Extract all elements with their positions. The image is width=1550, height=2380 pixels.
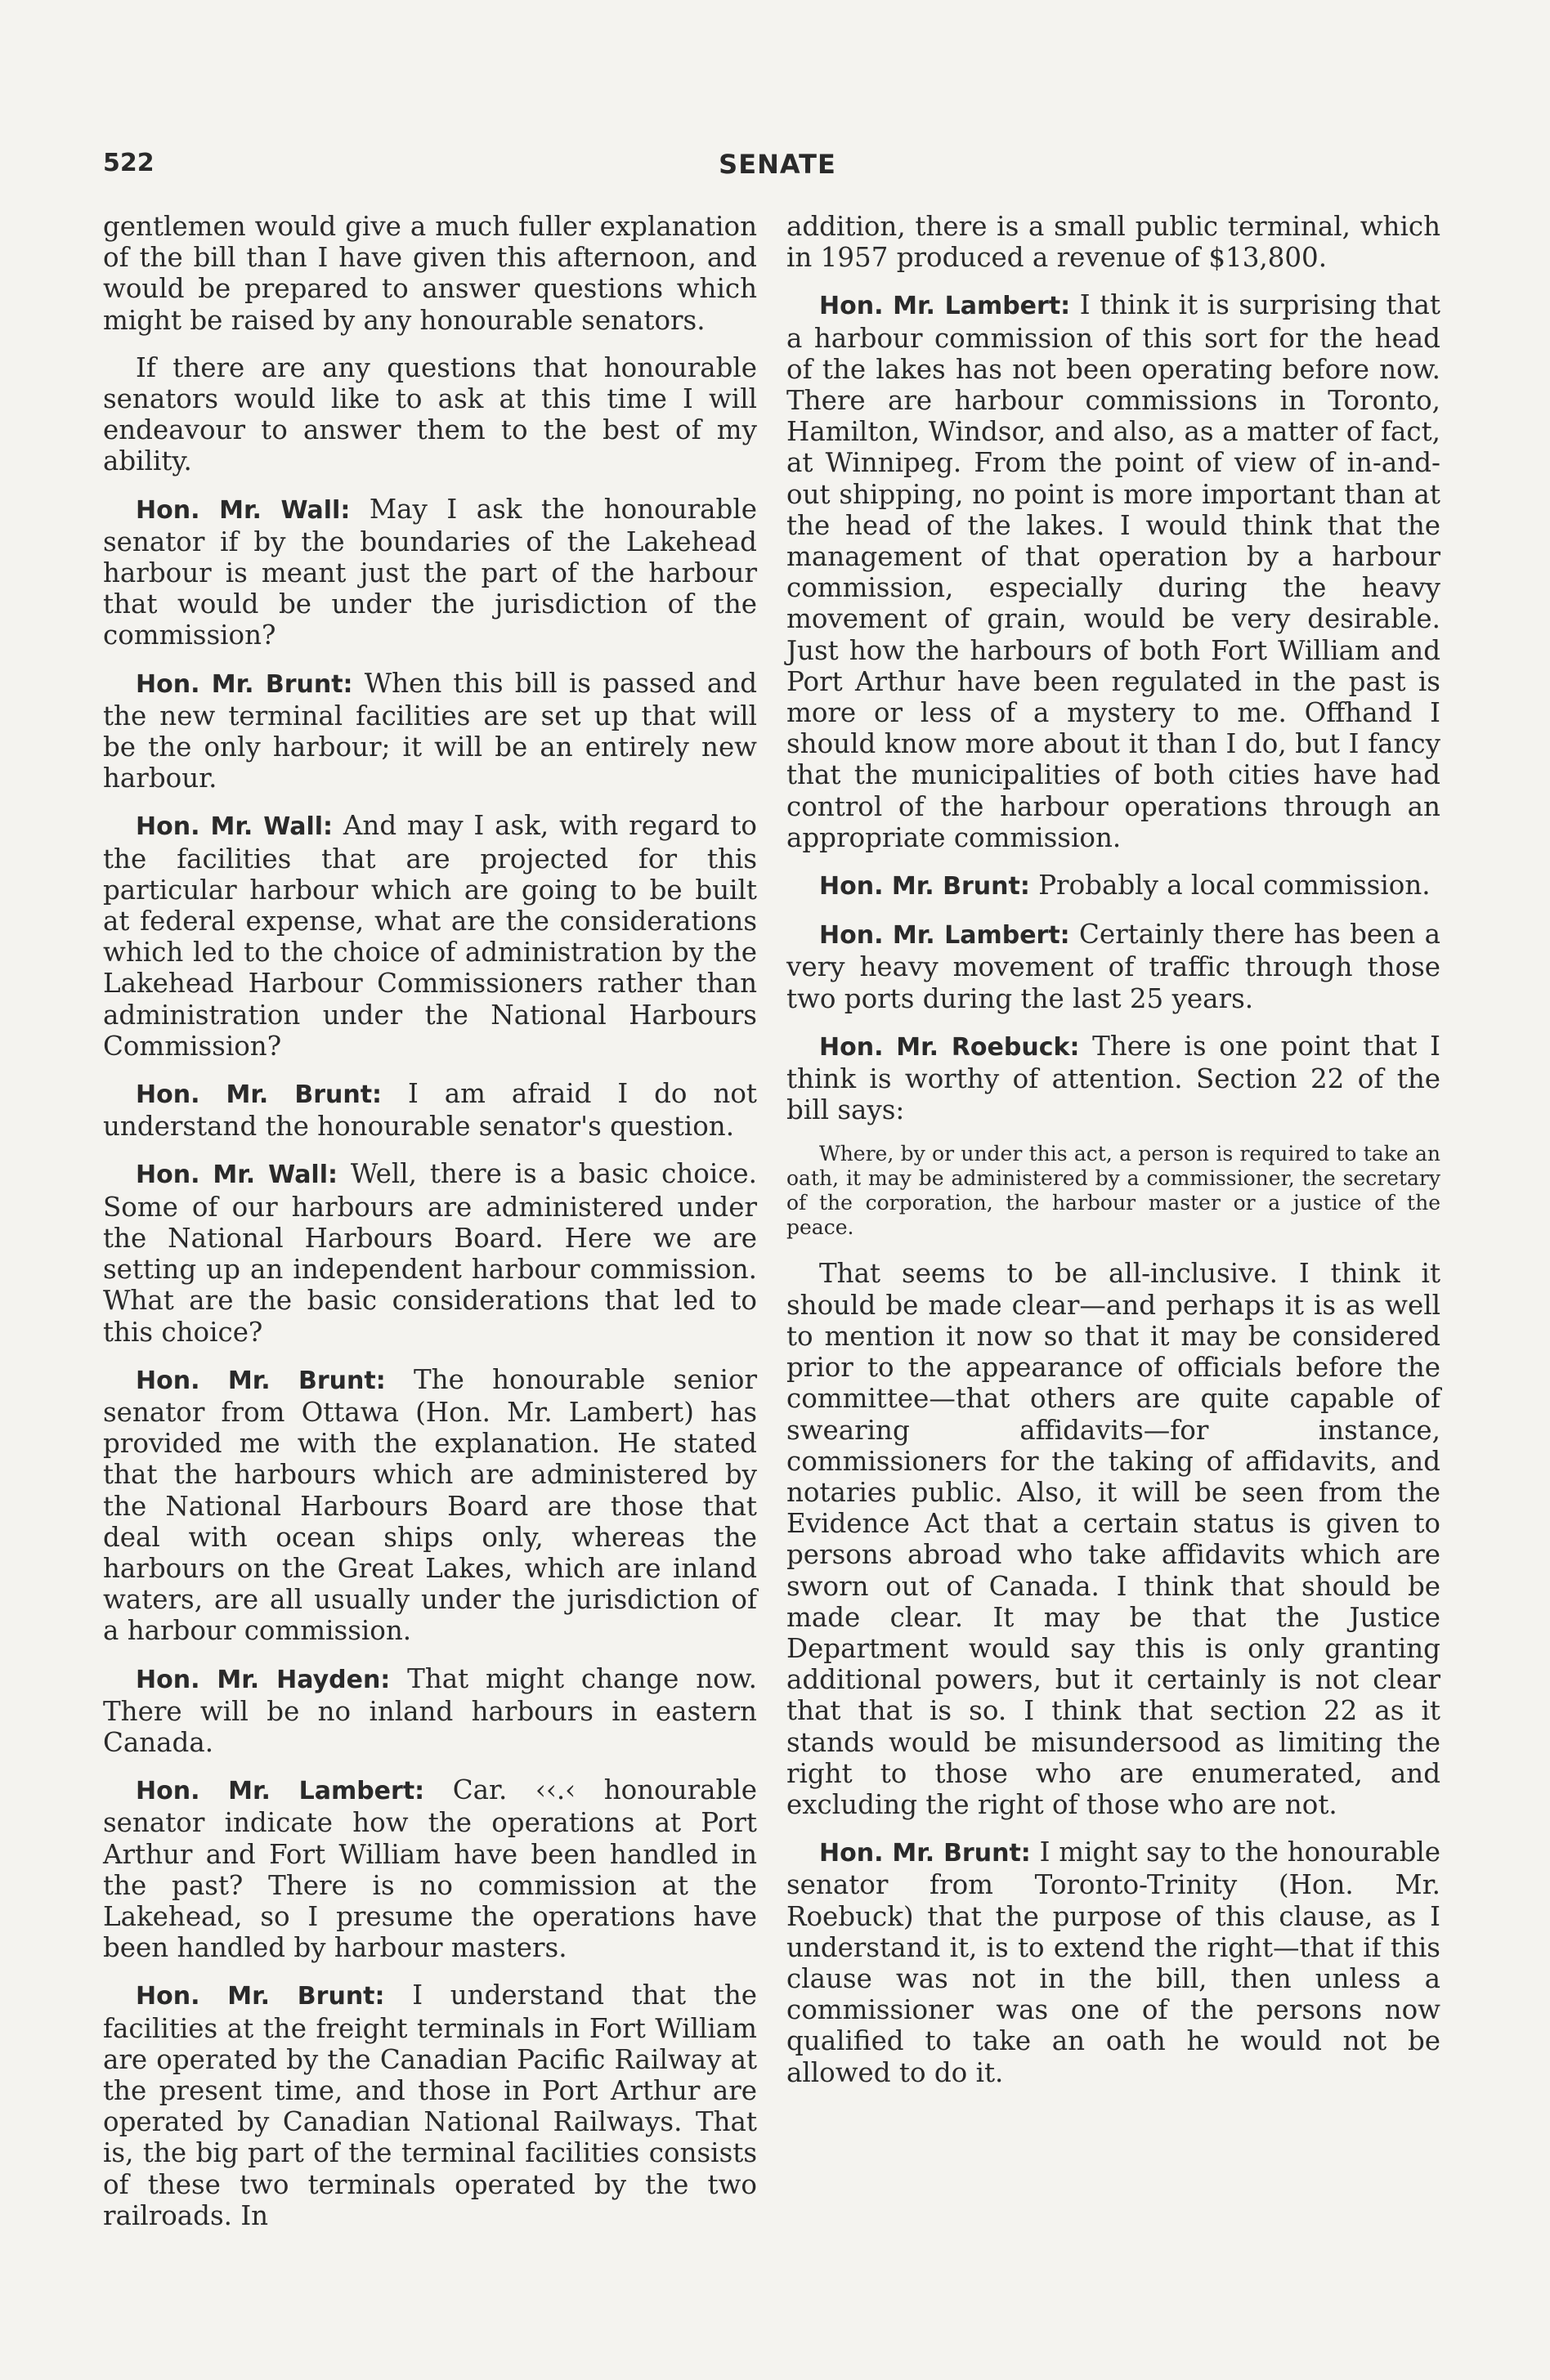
speech-brunt-5 xyxy=(786,870,1440,902)
paragraph: addition, there is a small public terminal, which in 1957 produced a revenue of $13,800. xyxy=(786,211,1440,274)
speech-text: May I ask the honourable senator if by the boundaries of the Lakehead harbour is meant just the part of the harbour that would be under the jurisdiction of the commission? xyxy=(103,493,757,651)
paragraph: gentlemen would give a much fuller explanation of the bill than I have given this afternoon, and would be prepared to answer questions which might be raised by any honourable senators. xyxy=(103,211,757,336)
speech-text: The honourable senior senator from Ottawa (Hon. Mr. Lambert) has provided me with the explanation. He stated that the harbours which are administered by the National Harbours Board are those that deal with ocean ships only, whereas the harbours on the Great Lakes, which are inland waters, are all usually under the jurisdiction of a harbour commission. xyxy=(103,1363,757,1647)
speaker-label: Hon. Mr. Brunt: xyxy=(819,872,1030,901)
speech-roebuck-1 xyxy=(786,1031,1440,1126)
speech-wall-2 xyxy=(103,810,757,1062)
page-number: 522 xyxy=(103,149,155,177)
speech-text: I understand that the facilities at the freight terminals in Fort William are operated by the Canadian Pacific Railway at the present time, and those in Port Arthur are operated by Canadian National Railways. That is, the big part of the terminal facilities consists of these two terminals operated by the two railroads. In xyxy=(103,1980,757,2231)
speech-brunt-3 xyxy=(103,1364,757,1647)
speech-text: That might change now. There will be no inland harbours in eastern Canada. xyxy=(103,1662,757,1758)
speech-text: I am afraid I do not understand the honourable senator's question. xyxy=(103,1078,757,1143)
speaker-label: Hon. Mr. Brunt: xyxy=(136,1080,383,1110)
right-column xyxy=(786,211,1440,2105)
paragraph: If there are any questions that honourable senators would like to ask at this time I will endeavour to answer them to the best of my ability. xyxy=(103,351,757,477)
speech-text: Car. ‹‹.‹ honourable senator indicate how the operations at Port Arthur and Fort William have been handled in the past? There is no commission at the Lakehead, so I presume the operations have been handled by harbour masters. xyxy=(103,1774,757,1964)
left-column xyxy=(103,211,757,2248)
speech-text: Certainly there has been a very heavy movement of traffic through those two ports during the last 25 years. xyxy=(786,919,1440,1014)
speech-brunt-6 xyxy=(786,1836,1440,2088)
speech-brunt-2 xyxy=(103,1078,757,1142)
speaker-label: Hon. Mr. Brunt: xyxy=(136,669,353,699)
speech-text: I think it is surprising that a harbour commission of this sort for the head of the lakes has not been operating before now. There are harbour commissions in Toronto, Hamilton, Windsor, and also, as a matter of fact, at Winnipeg. From the point of view of in-and-out shipping, no point is more important than at the head of the lakes. I would think that the management of that operation by a harbour commission, especially during the heavy movement of grain, would be very desirable. Just how the harbours of both Fort William and Port Arthur have been regulated in the past is more or less of a mystery to me. Offhand I should know more about it than I do, but I fancy that the municipalities of both cities have had control of the harbour operations through an appropriate commission. xyxy=(786,289,1440,853)
speech-brunt-4 xyxy=(103,1980,757,2231)
speech-lambert-2 xyxy=(786,289,1440,853)
speech-text: And may I ask, with regard to the facilities that are projected for this particular harbour which are going to be built at federal expense, what are the considerations which led to the choice of administration by the Lakehead Harbour Commissioners rather than administration under the National Harbours Commission? xyxy=(103,810,757,1062)
speaker-label: Hon. Mr. Wall: xyxy=(136,495,351,525)
page-header xyxy=(103,149,1452,198)
quoted-section-22: Where, by or under this act, a person is required to take an oath, it may be administered by a commissioner, the secretary of the corporation, the harbour master or a justice of the peace. xyxy=(786,1142,1440,1240)
paragraph: That seems to be all-inclusive. I think it should be made clear—and perhaps it is as well to mention it now so that it may be considered prior to the appearance of officials before the committee—that others are quite capable of swearing affidavits—for instance, commissioners for the taking of affidavits, and notaries public. Also, it will be seen from the Evidence Act that a certain status is given to persons abroad who take affidavits which are sworn out of Canada. I think that should be made clear. It may be that the Justice Department would say this is only granting additional powers, but it certainly is not clear that that is so. I think that section 22 as it stands would be misundersood as limiting the right to those who are enumerated, and excluding the right of those who are not. xyxy=(786,1258,1440,1820)
speech-lambert-1 xyxy=(103,1774,757,1963)
speaker-label: Hon. Mr. Hayden: xyxy=(136,1665,391,1694)
speaker-label: Hon. Mr. Brunt: xyxy=(136,1982,385,2011)
speech-hayden-1 xyxy=(103,1663,757,1759)
speech-text: I might say to the honourable senator from Toronto-Trinity (Hon. Mr. Roebuck) that the purpose of this clause, as I understand it, is to extend the right—that if this clause was not in the bill, then unless a commissioner was one of the persons now qualified to take an oath he would not be allowed to do it. xyxy=(786,1836,1441,2088)
speaker-label: Hon. Mr. Wall: xyxy=(136,1161,338,1190)
speaker-label: Hon. Mr. Lambert: xyxy=(136,1777,425,1806)
speaker-label: Hon. Mr. Brunt: xyxy=(136,1366,386,1395)
speaker-label: Hon. Mr. Lambert: xyxy=(819,292,1071,321)
running-head: SENATE xyxy=(719,149,836,180)
speech-text: Probably a local commission. xyxy=(1038,870,1431,901)
speaker-label: Hon. Mr. Lambert: xyxy=(819,921,1070,951)
speech-brunt-1 xyxy=(103,668,757,794)
speaker-label: Hon. Mr. Brunt: xyxy=(819,1839,1031,1868)
speech-text: There is one point that I think is worthy of attention. Section 22 of the bill says: xyxy=(786,1030,1440,1126)
speech-text: When this bill is passed and the new terminal facilities are set up that will be the only harbour; it will be an entirely new harbour. xyxy=(103,667,757,794)
speech-wall-1 xyxy=(103,494,757,651)
speech-wall-3 xyxy=(103,1158,757,1347)
speech-text: Well, there is a basic choice. Some of our harbours are administered under the National Harbours Board. Here we are setting up an independent harbour commission. What are the basic considerations that led to this choice? xyxy=(103,1158,757,1348)
speaker-label: Hon. Mr. Roebuck: xyxy=(819,1032,1080,1062)
speech-lambert-3 xyxy=(786,919,1440,1014)
speaker-label: Hon. Mr. Wall: xyxy=(136,812,334,842)
